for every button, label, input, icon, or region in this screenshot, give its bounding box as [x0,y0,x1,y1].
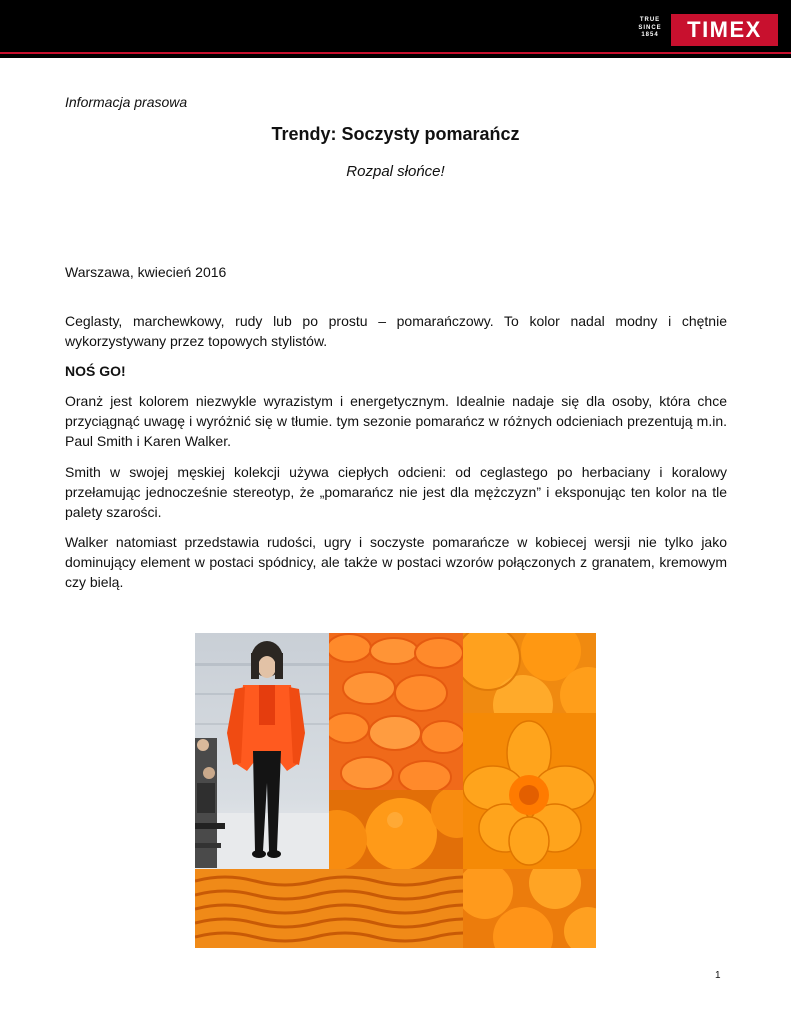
section-heading: NOŚ GO! [65,363,126,379]
paragraph-3: Smith w swojej męskiej kolekcji używa ciepłych odcieni: od ceglastego po herbaciany i koralowy przełamując jednocześnie stereotyp, że „pomarańcz nie jest dla mężczyzn” i eksponując ten kolor na tle palety szarości. [65,464,727,520]
oranges-image-top [463,633,596,713]
oranges-image-bottom [463,869,596,948]
timex-logo: TIMEX [671,14,778,46]
paragraph-4: Walker natomiast przedstawia rudości, ugry i soczyste pomarańcze w kobiecej wersji nie tylko jako dominujący element w postaci spódnicy, ale także w postaci wzorów połączonych z granatem, kremowym czy bielą. [65,534,727,590]
tagline-line-2: SINCE [638,24,662,31]
page-title: Trendy: Soczysty pomarańcz [271,124,520,144]
mandarins-image [329,790,463,870]
paragraph-1: Ceglasty, marchewkowy, rudy lub po prostu – pomarańczowy. To kolor nadal modny i chętnie wykorzystywany przez topowych stylistów. [65,313,727,349]
paragraph-2: Oranż jest kolorem niezwykle wyrazistym i energetycznym. Idealnie nadaje się dla osoby, która chce przyciągnąć uwagę i wyróżnić się w tłumie. tym sezonie pomarańcz w różnych odcieniach prezentują m.in. Paul Smith i Karen Walker. [65,393,727,449]
sand-dunes-image [195,869,463,948]
carrot-slices-image [329,633,463,790]
doc-label: Informacja prasowa [65,94,188,110]
page-subtitle: Rozpal słońce! [346,163,445,180]
marigold-flower-image [463,713,596,870]
runway-model-image [195,633,329,869]
orange-collage [195,633,596,948]
tagline-line-1: TRUE [639,17,661,23]
brand-tagline [632,17,668,40]
header-red-line [0,52,791,54]
page-number: 1 [715,970,721,981]
tagline-line-3: 1854 [641,32,659,38]
place-date: Warszawa, kwiecień 2016 [65,264,227,280]
